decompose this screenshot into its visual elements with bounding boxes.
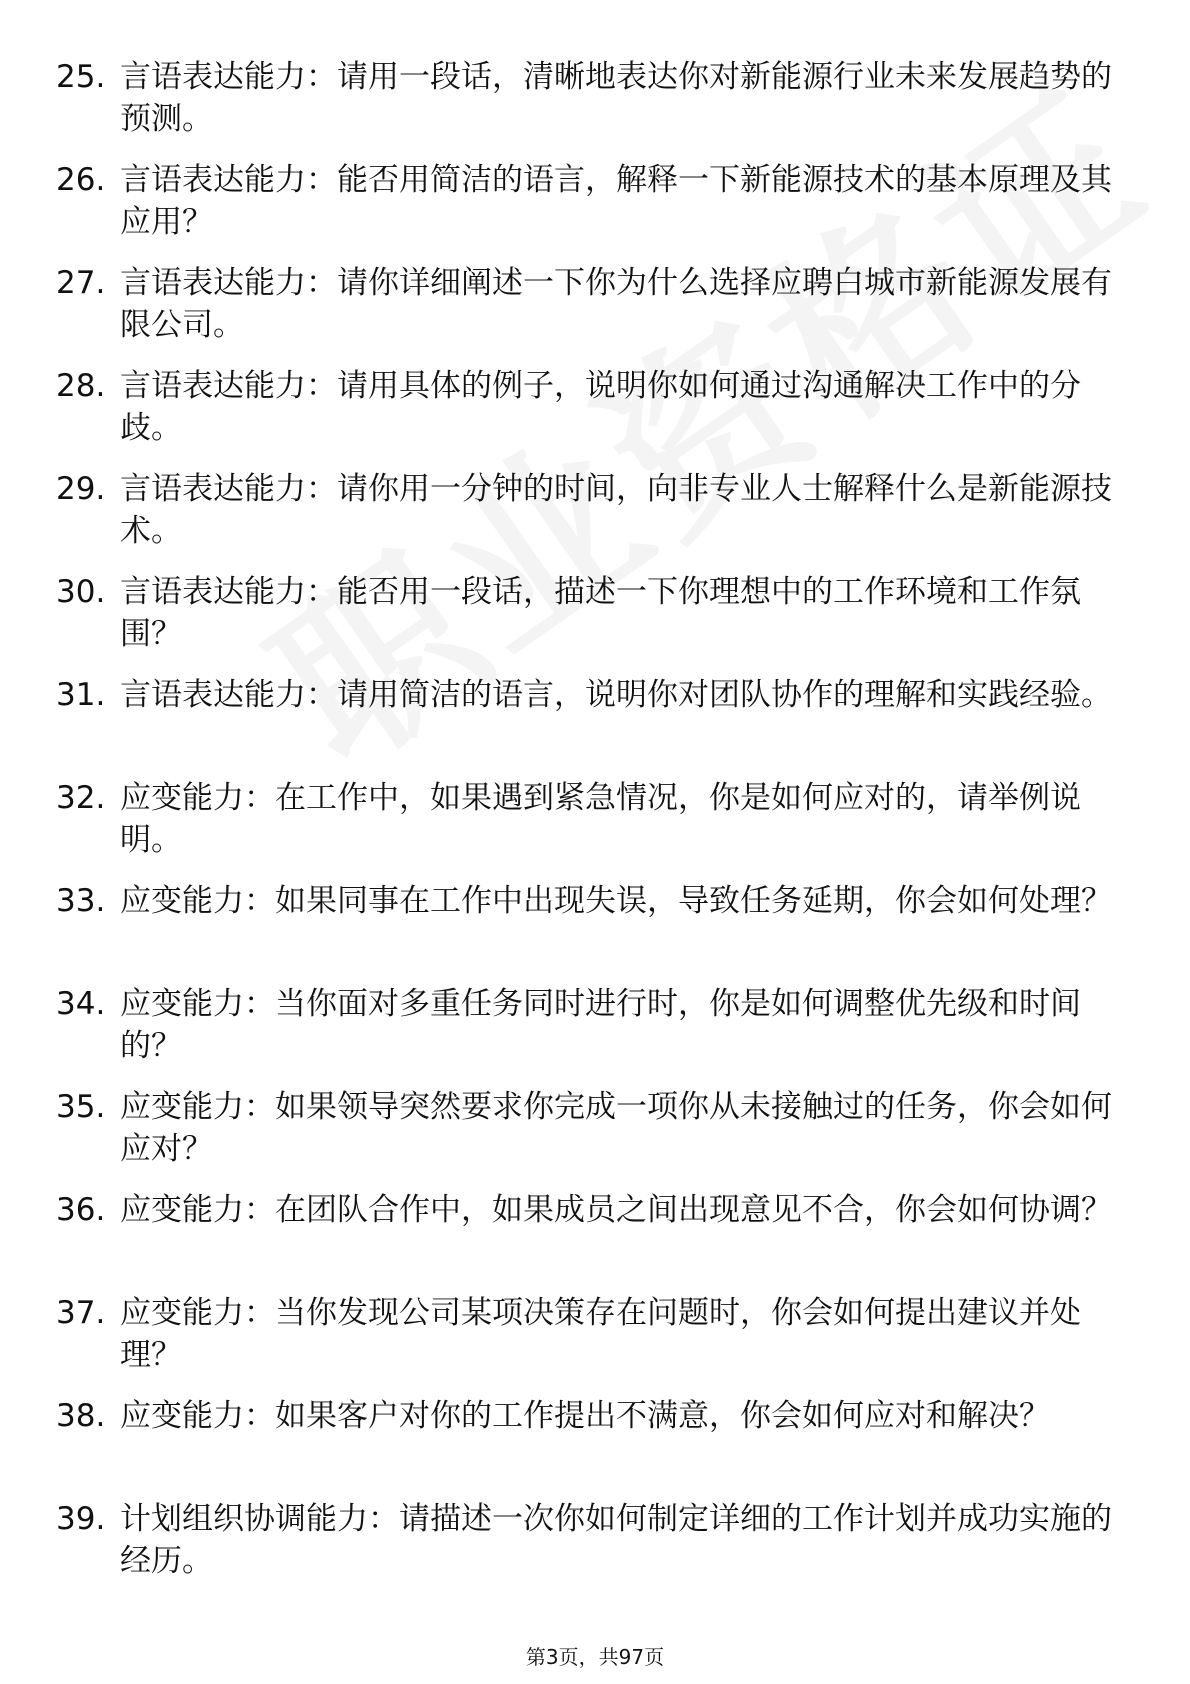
question-text: 言语表达能力：请你用一分钟的时间，向非专业人士解释什么是新能源技术。	[120, 471, 1112, 549]
question-item	[56, 571, 1120, 674]
question-text: 应变能力：在工作中，如果遇到紧急情况，你是如何应对的，请举例说明。	[120, 780, 1081, 858]
question-text: 应变能力：当你发现公司某项决策存在问题时，你会如何提出建议并处理？	[120, 1295, 1081, 1373]
question-number: 30.	[56, 574, 106, 610]
question-text: 言语表达能力：请用简洁的语言，说明你对团队协作的理解和实践经验。	[120, 677, 1112, 713]
question-number: 38.	[56, 1398, 106, 1434]
question-item	[56, 1395, 1120, 1498]
question-text: 言语表达能力：请你详细阐述一下你为什么选择应聘白城市新能源发展有限公司。	[120, 265, 1112, 343]
question-number: 33.	[56, 883, 106, 919]
question-item	[56, 56, 1120, 159]
question-text: 应变能力：如果领导突然要求你完成一项你从未接触过的任务，你会如何应对？	[120, 1089, 1112, 1167]
question-text: 应变能力：当你面对多重任务同时进行时，你是如何调整优先级和时间的？	[120, 986, 1081, 1064]
question-number: 31.	[56, 677, 106, 713]
question-text: 应变能力：在团队合作中，如果成员之间出现意见不合，你会如何协调？	[120, 1192, 1112, 1228]
question-number: 35.	[56, 1089, 106, 1125]
question-text: 言语表达能力：请用具体的例子，说明你如何通过沟通解决工作中的分歧。	[120, 368, 1081, 446]
question-number: 36.	[56, 1192, 106, 1228]
question-item	[56, 1086, 1120, 1189]
question-item	[56, 365, 1120, 468]
question-item	[56, 777, 1120, 880]
question-text: 言语表达能力：能否用简洁的语言，解释一下新能源技术的基本原理及其应用？	[120, 162, 1112, 240]
question-item	[56, 262, 1120, 365]
question-item	[56, 1498, 1120, 1601]
question-text: 应变能力：如果客户对你的工作提出不满意，你会如何应对和解决？	[120, 1398, 1050, 1434]
question-item	[56, 674, 1120, 777]
question-item	[56, 468, 1120, 571]
question-text: 计划组织协调能力：请描述一次你如何制定详细的工作计划并成功实施的经历。	[120, 1501, 1112, 1579]
question-item	[56, 1292, 1120, 1395]
question-text: 言语表达能力：请用一段话，清晰地表达你对新能源行业未来发展趋势的预测。	[120, 59, 1112, 137]
question-text: 应变能力：如果同事在工作中出现失误，导致任务延期，你会如何处理？	[120, 883, 1112, 919]
question-number: 28.	[56, 368, 106, 404]
question-item	[56, 983, 1120, 1086]
question-number: 25.	[56, 59, 106, 95]
question-list	[56, 56, 1120, 1601]
question-number: 34.	[56, 986, 106, 1022]
question-number: 39.	[56, 1501, 106, 1537]
question-number: 27.	[56, 265, 106, 301]
question-item	[56, 159, 1120, 262]
question-item	[56, 1189, 1120, 1292]
question-number: 29.	[56, 471, 106, 507]
question-number: 37.	[56, 1295, 106, 1331]
question-item	[56, 880, 1120, 983]
page-number: 第3页，共97页	[525, 1645, 665, 1669]
question-number: 32.	[56, 780, 106, 816]
question-number: 26.	[56, 162, 106, 198]
question-text: 言语表达能力：能否用一段话，描述一下你理想中的工作环境和工作氛围？	[120, 574, 1081, 652]
